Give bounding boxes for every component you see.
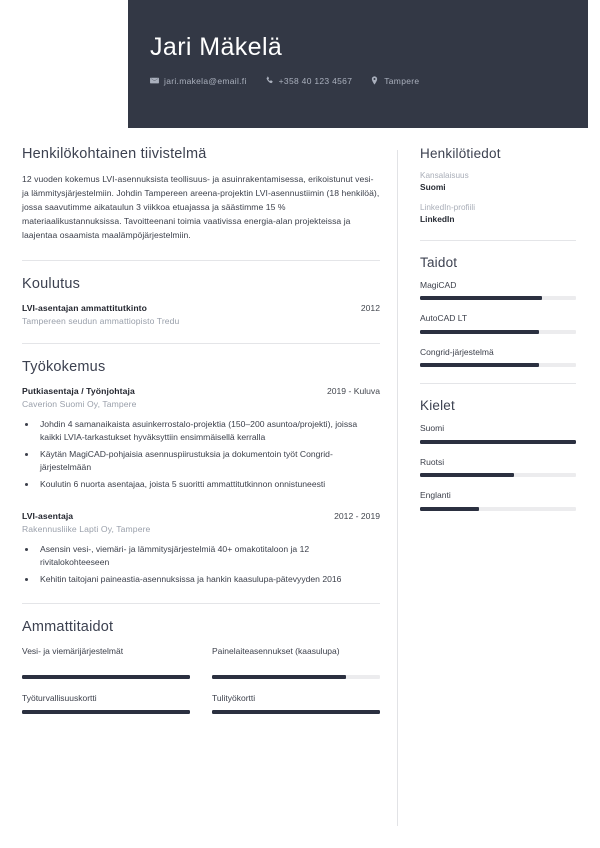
professional-skill-item (212, 693, 380, 713)
skill-label: MagiCAD (420, 280, 457, 290)
language-track (420, 507, 576, 511)
detail-label: LinkedIn-profiili (420, 203, 476, 212)
professional-skill-item (212, 646, 380, 679)
section-experience (22, 359, 380, 587)
column-divider (397, 150, 398, 826)
experience-role: LVI-asentaja (22, 510, 74, 521)
skill-label: Congrid-järjestelmä (420, 346, 494, 357)
languages-title: Kielet (420, 398, 455, 414)
contact-location-text: Tampere (384, 75, 420, 86)
section-skills (420, 255, 576, 367)
detail-item (420, 203, 576, 224)
divider (420, 383, 576, 384)
divider (22, 343, 380, 344)
personal-details-title: Henkilötiedot (420, 146, 501, 161)
experience-date: 2019 - Kuluva (326, 385, 380, 396)
detail-item (420, 171, 576, 192)
skills-title: Taidot (420, 255, 458, 270)
experience-bullet: • Käytän MagiCAD-pohjaisia asennuspiirustuksia ja dokumentoin työt Congrid-järjestelmään (37, 448, 380, 475)
professional-skill-label: Työturvallisuuskortti (22, 693, 97, 704)
experience-employer: Caverion Suomi Oy, Tampere (22, 398, 137, 409)
section-summary (22, 146, 380, 243)
section-personal-details (420, 146, 576, 224)
skill-track (420, 330, 576, 334)
experience-bullet: • Koulutin 6 nuorta asentajaa, joista 5 suoritti ammattitutkinnon onnistuneesti (37, 478, 380, 492)
language-fill (420, 507, 479, 511)
skill-track (420, 296, 576, 300)
professional-skill-fill (212, 675, 346, 679)
experience-date: 2012 - 2019 (334, 510, 380, 521)
contact-row (150, 76, 588, 86)
experience-entry (22, 386, 380, 492)
language-fill (420, 473, 514, 477)
phone-icon (265, 76, 274, 85)
skill-item (420, 347, 576, 367)
professional-skill-item (22, 646, 190, 679)
envelope-icon (150, 76, 159, 85)
professional-skill-label: Vesi- ja viemärijärjestelmät (22, 646, 124, 657)
education-degree: LVI-asentajan ammattitutkinto (22, 302, 147, 313)
language-label: Ruotsi (420, 456, 445, 467)
contact-phone[interactable] (265, 76, 353, 86)
section-languages (420, 398, 576, 510)
professional-skills-title: Ammattitaidot (22, 619, 114, 636)
language-label: Suomi (420, 423, 445, 434)
resume-header (128, 0, 588, 128)
left-column (22, 146, 380, 714)
contact-location[interactable] (370, 76, 419, 86)
professional-skill-track (22, 710, 190, 714)
experience-employer: Rakennusliike Lapti Oy, Tampere (22, 523, 151, 534)
skill-fill (420, 363, 539, 367)
professional-skill-track (22, 675, 190, 679)
experience-bullet: • Asensin vesi-, viemäri- ja lämmitysjärjestelmiä 40+ omakotitaloon ja 12 rivitalokohteeseen (37, 543, 380, 570)
education-entry-head (22, 303, 380, 313)
experience-entry-head (22, 511, 380, 521)
location-pin-icon (370, 76, 379, 85)
skill-item (420, 280, 576, 300)
experience-entry-head (22, 386, 380, 396)
education-entry (22, 303, 380, 326)
professional-skill-fill (22, 710, 190, 714)
contact-email[interactable] (150, 76, 247, 86)
experience-bullet: • Johdin 4 samanaikaista asuinkerrostalo-projektia (150–200 asuntoa/projekti), joissa kaikki LVIA-tarkastukset hyväksyttiin ensimmäisellä kerralla (37, 418, 380, 445)
experience-bullets (22, 418, 380, 492)
education-school: Tampereen seudun ammattiopisto Tredu (22, 315, 180, 326)
professional-skill-label: Tulityökortti (212, 693, 256, 704)
experience-entry (22, 511, 380, 587)
language-label: Englanti (420, 490, 451, 501)
language-item (420, 457, 576, 477)
language-item (420, 490, 576, 510)
professional-skill-fill (212, 710, 380, 714)
professional-skills-grid (22, 646, 380, 713)
divider (22, 603, 380, 604)
detail-value-linkedin[interactable]: LinkedIn (420, 214, 455, 224)
language-item (420, 423, 576, 443)
language-track (420, 473, 576, 477)
education-date: 2012 (360, 302, 380, 313)
professional-skill-track (212, 675, 380, 679)
experience-role: Putkiasentaja / Työnjohtaja (22, 385, 135, 396)
experience-title: Työkokemus (22, 358, 106, 375)
divider (22, 260, 380, 261)
page-title: Jari Mäkelä (150, 33, 283, 61)
professional-skill-fill (22, 675, 190, 679)
professional-skill-item (22, 693, 190, 713)
skill-track (420, 363, 576, 367)
language-fill (420, 440, 576, 444)
education-title: Koulutus (22, 275, 81, 292)
section-professional-skills (22, 619, 380, 713)
divider (420, 240, 576, 241)
contact-phone-text: +358 40 123 4567 (278, 75, 353, 86)
contact-email-text: jari.makela@email.fi (164, 75, 247, 86)
language-track (420, 440, 576, 444)
skill-fill (420, 330, 539, 334)
experience-bullets (22, 543, 380, 587)
summary-title: Henkilökohtainen tiivistelmä (22, 146, 207, 162)
summary-text: 12 vuoden kokemus LVI-asennuksista teollisuus- ja asuinrakentamisessa, erikoistunut vesi- ja lämmitysjärjestelmiin. Johdin Tampereen areena-projektin LVI-asennustiimin (18 henkilöä), jossa saavutimme aikataulun 3 viikkoa etuajassa ja säästimme 15 % materiaalikustannuksissa. Tavoitteenani toimia vaativissa energia-alan projekteissa ja laajentaa osaamista maalämpöjärjestelmiin. (22, 174, 380, 240)
detail-value: Suomi (420, 182, 446, 192)
skill-fill (420, 296, 542, 300)
section-education (22, 276, 380, 326)
experience-bullet: • Kehitin taitojani paineastia-asennuksissa ja hankin kaasulupa-pätevyyden 2016 (37, 573, 380, 587)
professional-skill-label: Painelaiteasennukset (kaasulupa) (212, 646, 340, 657)
professional-skill-track (212, 710, 380, 714)
right-column (420, 146, 576, 511)
skill-label: AutoCAD LT (420, 313, 468, 324)
detail-label: Kansalaisuus (420, 171, 469, 180)
spacer (22, 495, 380, 511)
skill-item (420, 313, 576, 333)
